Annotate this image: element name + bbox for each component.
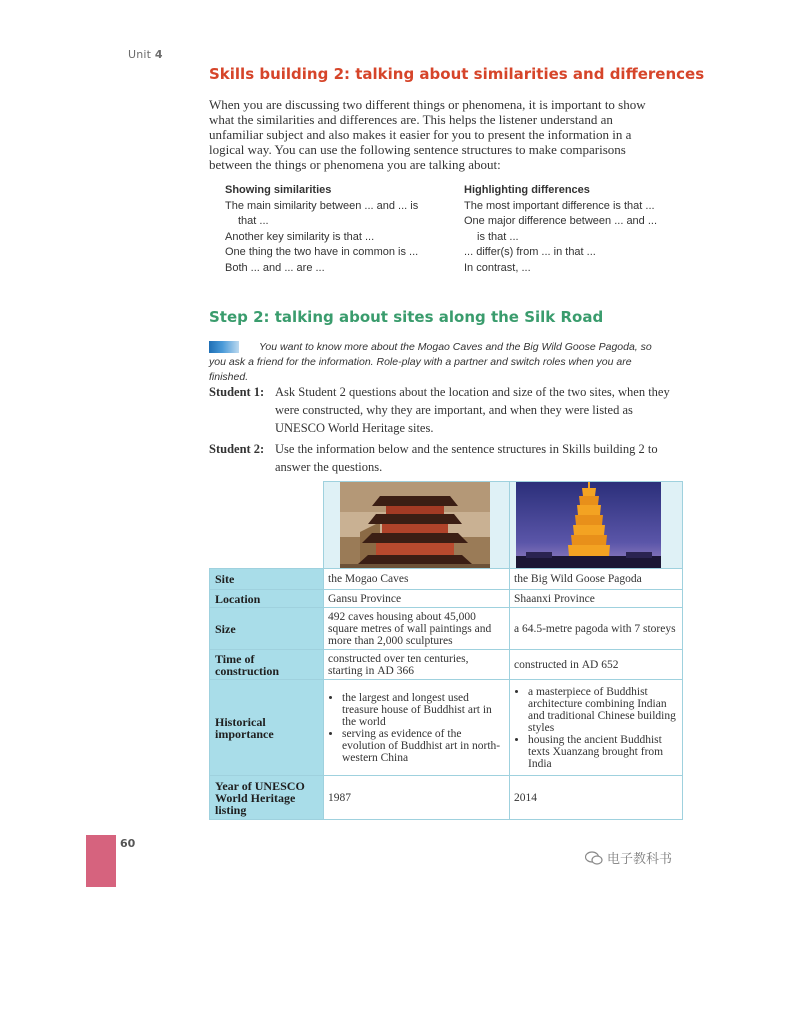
similarities-column xyxy=(225,183,418,276)
similarities-title: Showing similarities xyxy=(225,184,332,196)
historical-b-cell xyxy=(510,680,683,776)
student-1-text: Ask Student 2 questions about the location and size of the two sites, when they were constructed, why they are important, and when they were listed as UNESCO World Heritage sites. xyxy=(275,385,670,435)
similarity-line: Both ... and ... are ... xyxy=(225,261,325,274)
list-item: • serving as evidence of the evolution of Buddhist art in north-western China xyxy=(342,728,505,764)
time-b-year: 652 xyxy=(601,658,619,671)
pagoda-photo-cell xyxy=(510,482,683,569)
differences-title: Highlighting differences xyxy=(464,184,590,196)
table-row xyxy=(210,680,683,776)
historical-b-list xyxy=(514,686,678,770)
unit-word: Unit xyxy=(128,48,152,61)
year-a-cell: 1987 xyxy=(324,776,510,820)
list-item: • the largest and longest used treasure house of Buddhist art in the world xyxy=(342,692,505,728)
time-a-cell xyxy=(324,650,510,680)
time-a-year: 366 xyxy=(396,664,414,677)
step-heading: Step 2: talking about sites along the Silk Road xyxy=(209,308,604,326)
table-row xyxy=(210,650,683,680)
difference-line: is that ... xyxy=(477,230,519,243)
time-a-text: constructed over ten centuries, starting in xyxy=(328,652,469,677)
size-b-cell: a 64.5-metre pagoda with 7 storeys xyxy=(510,608,683,650)
differences-column xyxy=(464,183,657,276)
size-label: Size xyxy=(210,608,324,650)
table-row xyxy=(210,569,683,590)
similarity-line: Another key similarity is that ... xyxy=(225,230,375,243)
historical-label: Historical importance xyxy=(210,680,324,776)
unit-number: 4 xyxy=(154,48,163,61)
time-label: Time of construction xyxy=(210,650,324,680)
wechat-icon xyxy=(585,851,603,865)
list-item: • a masterpiece of Buddhist architecture combining Indian and traditional Chinese building styles xyxy=(528,686,678,734)
difference-line: ... differ(s) from ... in that ... xyxy=(464,246,596,258)
historical-a-list xyxy=(328,692,505,764)
page-tab xyxy=(86,835,116,887)
site-b-cell: the Big Wild Goose Pagoda xyxy=(510,569,683,590)
time-b-era: AD xyxy=(581,658,599,671)
time-b-cell xyxy=(510,650,683,680)
similarity-line: The main similarity between ... and ... is xyxy=(225,199,419,212)
student-2-label: Student 2: xyxy=(209,442,265,456)
sites-comparison-table xyxy=(209,481,683,820)
time-a-era: AD xyxy=(377,664,394,677)
list-item: • housing the ancient Buddhist texts Xuanzang brought from India xyxy=(528,734,678,770)
location-a-cell: Gansu Province xyxy=(324,590,510,608)
location-label: Location xyxy=(210,590,324,608)
site-a-cell: the Mogao Caves xyxy=(324,569,510,590)
time-b-text: constructed in xyxy=(514,658,579,671)
site-label: Site xyxy=(210,569,324,590)
student-2-text: Use the information below and the sentence structures in Skills building 2 to answer the questions. xyxy=(275,442,658,474)
task-instruction: You want to know more about the Mogao Caves and the Big Wild Goose Pagoda, so you ask a friend for the information. Role-play with a partner and switch roles when you are finished. xyxy=(209,341,652,383)
student-2-row xyxy=(209,440,679,478)
mogao-caves-photo-cell xyxy=(324,482,510,569)
difference-line: One major difference between ... and ... xyxy=(464,215,658,227)
difference-line: In contrast, ... xyxy=(464,261,531,274)
similarity-line: that ... xyxy=(238,215,269,227)
photo-row xyxy=(210,482,683,569)
watermark-text: 电子教科书 xyxy=(607,852,673,867)
unit-label xyxy=(128,48,163,61)
skills-heading: Skills building 2: talking about similarities and differences xyxy=(209,65,705,83)
table-row xyxy=(210,776,683,820)
year-label: Year of UNESCO World Heritage listing xyxy=(210,776,324,820)
table-row xyxy=(210,590,683,608)
similarity-line: One thing the two have in common is ... xyxy=(225,246,419,258)
size-a-cell: 492 caves housing about 45,000 square metres of wall paintings and more than 2,000 sculptures xyxy=(324,608,510,650)
table-row xyxy=(210,608,683,650)
photo-row-blank-cell xyxy=(210,482,324,569)
mogao-caves-photo xyxy=(340,482,490,568)
page-number: 60 xyxy=(120,837,136,850)
big-wild-goose-pagoda-photo xyxy=(516,482,661,568)
skills-intro: When you are discussing two different things or phenomena, it is important to show what the similarities and differences are. This helps the listener understand an unfamiliar subject and also makes it easier for you to present the information in a logical way. You can use the following sentence structures to make comparisons between the things or phenomena you are talking about: xyxy=(209,97,646,172)
student-1-label: Student 1: xyxy=(209,385,265,399)
year-b-cell: 2014 xyxy=(510,776,683,820)
location-b-cell: Shaanxi Province xyxy=(510,590,683,608)
difference-line: The most important difference is that ... xyxy=(464,199,655,212)
historical-a-cell xyxy=(324,680,510,776)
watermark xyxy=(585,848,672,867)
student-1-row xyxy=(209,383,679,439)
